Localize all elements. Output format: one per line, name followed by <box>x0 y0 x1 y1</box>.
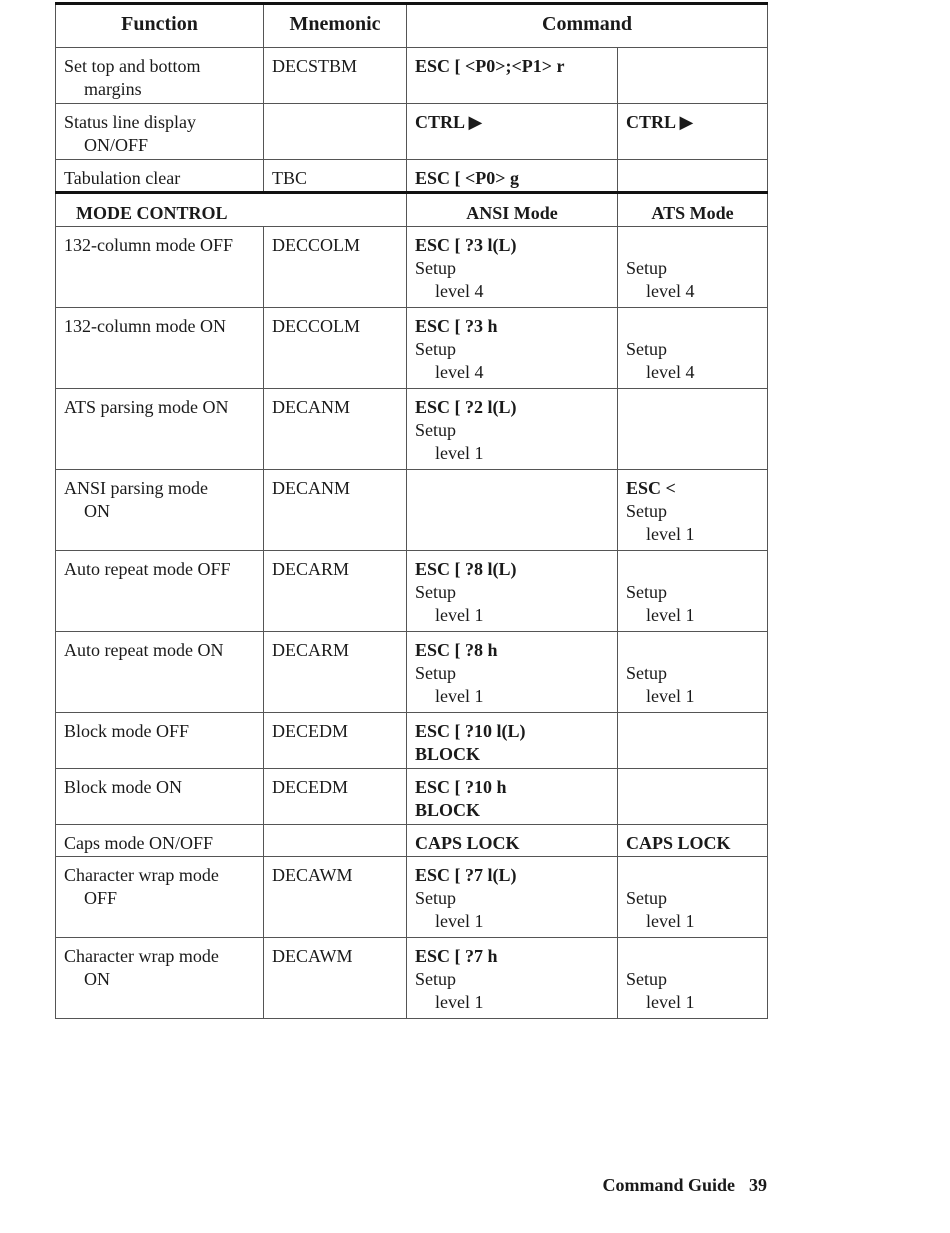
ats-command-cell-line: ESC < <box>626 478 676 498</box>
function-cell <box>56 227 264 308</box>
table-row <box>56 632 768 713</box>
function-cell-line: ON/OFF <box>84 135 149 155</box>
function-cell-line: Character wrap mode <box>64 865 219 885</box>
ats-command-cell <box>618 857 768 938</box>
command-table <box>55 2 768 1019</box>
header-mnemonic: Mnemonic <box>264 4 407 48</box>
ansi-command-cell <box>407 713 618 769</box>
function-cell <box>56 470 264 551</box>
page-number: 39 <box>749 1175 767 1195</box>
ats-command-cell-line: CAPS LOCK <box>626 833 731 853</box>
ansi-command-cell-line: ESC [ <P0>;<P1> r <box>415 56 565 76</box>
ansi-command-cell-line: Setup <box>415 663 457 683</box>
ansi-command-cell <box>407 160 618 193</box>
ats-command-cell-line <box>626 864 759 887</box>
mnemonic-cell: DECEDM <box>264 713 407 769</box>
ansi-command-cell-line: ESC [ ?3 h <box>415 316 498 336</box>
ansi-command-cell-line: level 4 <box>435 281 484 301</box>
ansi-command-cell <box>407 825 618 857</box>
function-cell-line: margins <box>84 79 142 99</box>
table-row <box>56 825 768 857</box>
table-row <box>56 769 768 825</box>
ansi-command-cell-line: level 1 <box>435 443 484 463</box>
function-cell-line: ANSI parsing mode <box>64 478 208 498</box>
ats-command-cell-line <box>626 558 759 581</box>
mnemonic-cell: DECANM <box>264 389 407 470</box>
ats-command-cell <box>618 160 768 193</box>
ats-command-cell <box>618 227 768 308</box>
ansi-command-cell-line: Setup <box>415 339 457 359</box>
ansi-command-cell-line: ESC [ <P0> g <box>415 168 520 188</box>
ats-command-cell <box>618 308 768 389</box>
ats-command-cell-line <box>626 315 759 338</box>
ansi-command-cell-line: ESC [ ?10 h <box>415 777 507 797</box>
ats-command-cell-line: level 1 <box>646 911 695 931</box>
table-row <box>56 104 768 160</box>
ats-command-cell-line: Setup <box>626 969 668 989</box>
table-row <box>56 160 768 193</box>
ats-command-cell-line: level 1 <box>646 605 695 625</box>
ansi-command-cell-line: CTRL ▶ <box>415 112 483 132</box>
ansi-command-cell <box>407 48 618 104</box>
function-cell <box>56 632 264 713</box>
mnemonic-cell: DECARM <box>264 551 407 632</box>
function-cell <box>56 160 264 193</box>
ansi-command-cell <box>407 857 618 938</box>
ansi-command-cell-line: Setup <box>415 582 457 602</box>
page-footer <box>602 1175 767 1196</box>
mode-control-section-row <box>56 193 768 227</box>
function-cell-line: Status line display <box>64 112 196 132</box>
ansi-command-cell-line: Setup <box>415 258 457 278</box>
ats-command-cell-line <box>626 945 759 968</box>
ansi-command-cell-line: level 1 <box>435 686 484 706</box>
function-cell <box>56 389 264 470</box>
function-cell-line: ON <box>84 501 110 521</box>
function-cell-line: Block mode OFF <box>64 721 190 741</box>
ansi-command-cell-line: ESC [ ?10 l(L) <box>415 721 526 741</box>
ansi-command-cell-line: level 4 <box>435 362 484 382</box>
ats-command-cell-line: level 4 <box>646 281 695 301</box>
ansi-command-cell-line: BLOCK <box>415 744 481 764</box>
ansi-command-cell <box>407 470 618 551</box>
table-row <box>56 551 768 632</box>
ansi-command-cell <box>407 769 618 825</box>
ats-command-cell-line: Setup <box>626 888 668 908</box>
function-cell <box>56 308 264 389</box>
ansi-command-cell-line: BLOCK <box>415 800 481 820</box>
ats-command-cell-line: level 4 <box>646 362 695 382</box>
mnemonic-cell: DECEDM <box>264 769 407 825</box>
function-cell <box>56 769 264 825</box>
function-cell <box>56 825 264 857</box>
mnemonic-cell <box>264 104 407 160</box>
mnemonic-cell: DECAWM <box>264 938 407 1019</box>
ats-command-cell <box>618 48 768 104</box>
header-command: Command <box>407 4 768 48</box>
function-cell-line: Block mode ON <box>64 777 182 797</box>
ansi-command-cell-line: ESC [ ?2 l(L) <box>415 397 517 417</box>
function-cell-line: ON <box>84 969 110 989</box>
ats-command-cell <box>618 470 768 551</box>
function-cell-line: Character wrap mode <box>64 946 219 966</box>
function-cell-line: OFF <box>84 888 118 908</box>
ats-command-cell <box>618 713 768 769</box>
ats-command-cell-line: Setup <box>626 582 668 602</box>
ansi-command-cell-line: level 1 <box>435 911 484 931</box>
ats-command-cell <box>618 825 768 857</box>
mnemonic-cell: DECCOLM <box>264 227 407 308</box>
ansi-command-cell-line: level 1 <box>435 605 484 625</box>
ansi-command-cell-line: Setup <box>415 420 457 440</box>
ats-command-cell-line: Setup <box>626 501 668 521</box>
ansi-mode-header: ANSI Mode <box>407 193 618 227</box>
ansi-command-cell <box>407 389 618 470</box>
ansi-command-cell <box>407 551 618 632</box>
ansi-command-cell-line: Setup <box>415 969 457 989</box>
ansi-command-cell-line: ESC [ ?8 l(L) <box>415 559 517 579</box>
ats-command-cell <box>618 938 768 1019</box>
ansi-command-cell <box>407 227 618 308</box>
ansi-command-cell-line: ESC [ ?3 l(L) <box>415 235 517 255</box>
ats-command-cell-line: level 1 <box>646 686 695 706</box>
table-row <box>56 938 768 1019</box>
mnemonic-cell: TBC <box>264 160 407 193</box>
mnemonic-cell <box>264 825 407 857</box>
ats-command-cell-line: level 1 <box>646 524 695 544</box>
function-cell <box>56 938 264 1019</box>
ansi-command-cell <box>407 308 618 389</box>
ats-command-cell-line <box>626 234 759 257</box>
ansi-command-cell-line: Setup <box>415 888 457 908</box>
ansi-command-cell <box>407 632 618 713</box>
ansi-command-cell-line: ESC [ ?7 h <box>415 946 498 966</box>
ansi-command-cell <box>407 938 618 1019</box>
mnemonic-cell: DECANM <box>264 470 407 551</box>
header-function: Function <box>56 4 264 48</box>
function-cell <box>56 857 264 938</box>
command-table-container <box>55 2 767 1019</box>
ats-command-cell <box>618 769 768 825</box>
ats-command-cell-line: level 1 <box>646 992 695 1012</box>
ansi-command-cell-line: ESC [ ?7 l(L) <box>415 865 517 885</box>
table-row <box>56 308 768 389</box>
mnemonic-cell: DECAWM <box>264 857 407 938</box>
mnemonic-cell: DECSTBM <box>264 48 407 104</box>
section-title: MODE CONTROL <box>56 193 407 227</box>
table-row <box>56 713 768 769</box>
ats-mode-header: ATS Mode <box>618 193 768 227</box>
ats-command-cell-line: CTRL ▶ <box>626 112 694 132</box>
ansi-command-cell-line: level 1 <box>435 992 484 1012</box>
function-cell-line: ATS parsing mode ON <box>64 397 229 417</box>
ansi-command-cell-line: CAPS LOCK <box>415 833 520 853</box>
ats-command-cell-line: Setup <box>626 339 668 359</box>
function-cell <box>56 551 264 632</box>
footer-title: Command Guide <box>602 1175 735 1195</box>
function-cell-line: Caps mode ON/OFF <box>64 833 214 853</box>
ats-command-cell <box>618 389 768 470</box>
function-cell-line: Auto repeat mode OFF <box>64 559 231 579</box>
table-row <box>56 470 768 551</box>
ansi-command-cell <box>407 104 618 160</box>
ats-command-cell <box>618 551 768 632</box>
function-cell-line: Tabulation clear <box>64 168 181 188</box>
ats-command-cell-line: Setup <box>626 663 668 683</box>
table-header-row <box>56 4 768 48</box>
table-row <box>56 227 768 308</box>
function-cell-line: 132-column mode OFF <box>64 235 233 255</box>
ats-command-cell-line <box>626 639 759 662</box>
function-cell <box>56 713 264 769</box>
ansi-command-cell-line: ESC [ ?8 h <box>415 640 498 660</box>
mnemonic-cell: DECCOLM <box>264 308 407 389</box>
ats-command-cell <box>618 632 768 713</box>
ats-command-cell-line: Setup <box>626 258 668 278</box>
table-row <box>56 389 768 470</box>
ats-command-cell <box>618 104 768 160</box>
function-cell <box>56 104 264 160</box>
function-cell-line: Auto repeat mode ON <box>64 640 224 660</box>
table-row <box>56 48 768 104</box>
mnemonic-cell: DECARM <box>264 632 407 713</box>
function-cell <box>56 48 264 104</box>
function-cell-line: 132-column mode ON <box>64 316 226 336</box>
function-cell-line: Set top and bottom <box>64 56 201 76</box>
table-row <box>56 857 768 938</box>
